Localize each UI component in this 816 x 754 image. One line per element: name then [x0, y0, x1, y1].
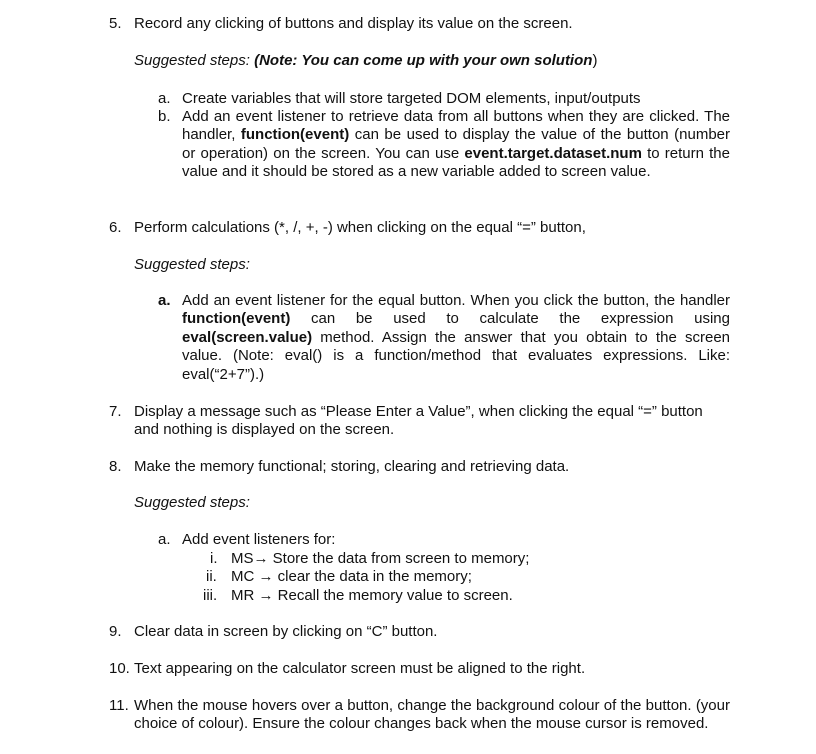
item-5b-part3: to return the value and it should be stored as a new variable added to screen value.	[182, 144, 730, 181]
item-7-line1: Display a message such as “Please Enter a Value”, when clicking the equal “=” button	[134, 403, 703, 420]
item-6a-part1: Add an event listener for the equal button. When you click the button, the handler	[182, 292, 730, 309]
item-11-paragraph: When the mouse hovers over a button, change the background colour of the button. (your choice of colour). Ensure the colour changes back when the mouse cursor is removed.	[134, 697, 730, 733]
item-6a-part2: can be used to calculate the expression using	[290, 310, 730, 328]
item-8a-iii-numeral: iii.	[203, 587, 218, 604]
item-5a-letter: a.	[158, 90, 171, 107]
item-5b-part2: can be used to display the value of the button (number or operation) on the screen. You can use	[182, 126, 731, 162]
note-text: (Note: You can come up with your own solution	[254, 52, 593, 69]
item-5b-dataset-num: event.target.dataset.num	[464, 144, 642, 162]
item-6a-paragraph	[182, 292, 730, 384]
item-5-suggested-steps	[134, 52, 597, 70]
item-8a-i-numeral: i.	[210, 550, 218, 567]
item-9-number: 9.	[109, 623, 122, 640]
item-5b-paragraph	[182, 108, 730, 182]
item-6-suggested-steps: Suggested steps:	[134, 256, 250, 273]
item-5b-letter: b.	[158, 108, 171, 125]
item-6a-part3: method. Assign the answer that you obtain to the screen value. (Note: eval() is a function/method that evaluates expressions. Like: eval(“2+7”).)	[182, 328, 730, 383]
item-5-number: 5.	[109, 15, 122, 32]
item-8a-text: Add event listeners for:	[182, 531, 336, 548]
item-7-line2: and nothing is displayed on the screen.	[134, 421, 395, 438]
item-6a-eval-screen-value: eval(screen.value)	[182, 328, 313, 346]
item-8a-ii-text: MC → clear the data in the memory;	[231, 568, 472, 585]
item-5b-function-event: function(event)	[240, 126, 350, 144]
item-5b-part1: Add an event listener to retrieve data from all buttons when they are clicked. The handler,	[182, 108, 730, 144]
note-close: )	[592, 52, 598, 69]
item-8-text: Make the memory functional; storing, clearing and retrieving data.	[134, 458, 570, 475]
item-8a-i-text: MS→ Store the data from screen to memory;	[231, 550, 530, 567]
item-10-text: Text appearing on the calculator screen must be aligned to the right.	[134, 660, 586, 677]
item-6a-function-event: function(event)	[182, 310, 291, 328]
item-7-number: 7.	[109, 403, 122, 420]
item-5a-text: Create variables that will store targeted DOM elements, input/outputs	[182, 90, 641, 107]
item-5-text: Record any clicking of buttons and display its value on the screen.	[134, 15, 573, 32]
item-11-number: 11.	[109, 697, 129, 714]
suggested-steps-label: Suggested steps:	[134, 52, 255, 69]
item-8-suggested-steps: Suggested steps:	[134, 494, 250, 511]
item-6a-letter: a.	[158, 292, 171, 309]
item-8a-iii-text: MR → Recall the memory value to screen.	[231, 587, 513, 604]
item-8a-ii-numeral: ii.	[206, 568, 217, 585]
item-9-text: Clear data in screen by clicking on “C” button.	[134, 623, 438, 640]
item-6-text: Perform calculations (*, /, +, -) when clicking on the equal “=” button,	[134, 219, 586, 236]
item-10-number: 10.	[109, 660, 130, 677]
item-8-number: 8.	[109, 458, 122, 475]
item-8a-letter: a.	[158, 531, 171, 548]
item-6-number: 6.	[109, 219, 122, 236]
